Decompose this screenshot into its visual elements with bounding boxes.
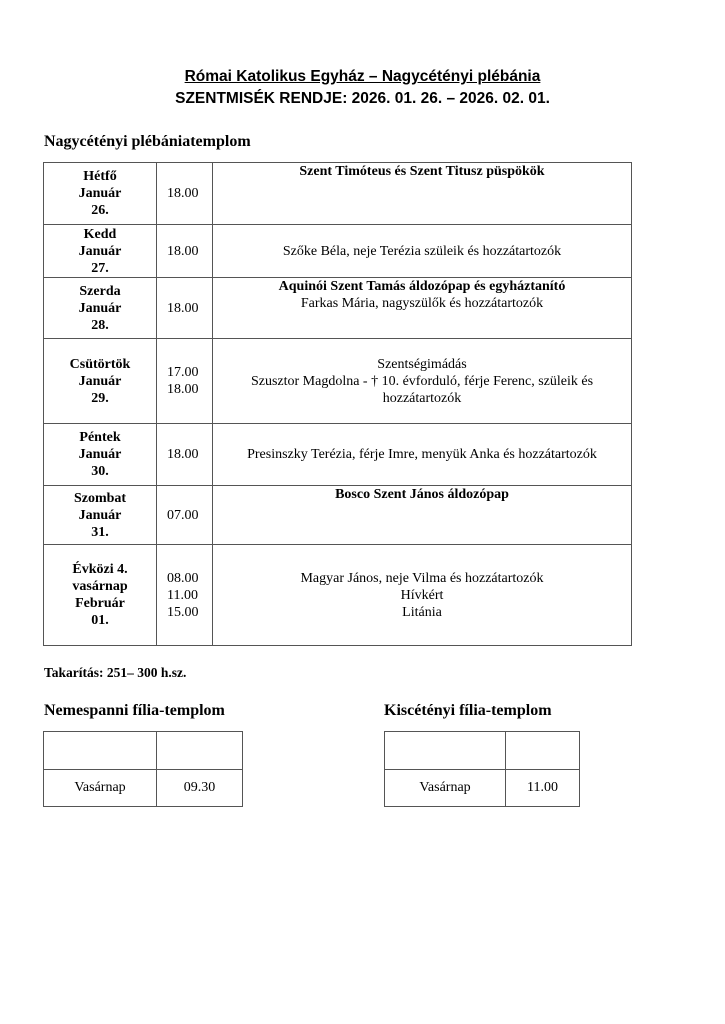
time-cell [157,225,213,278]
day-cell [44,424,157,486]
filia-title-nemespanni: Nemespanni fília-templom [44,702,225,719]
day-text: 29. [91,390,109,406]
day-text: Csütörtök [69,356,131,372]
mass-intention: Szusztor Magdolna - † 10. évforduló, férje Ferenc, szüleik és hozzátartozók [250,373,594,406]
day-text: Évközi 4. [72,562,128,577]
day-cell [44,486,157,545]
mass-intention: Litánia [402,604,442,620]
day-text: vasárnap [72,579,128,594]
day-text: 28. [91,317,109,333]
time-cell [157,545,213,646]
day-text: Január [78,373,122,389]
empty-cell [506,732,580,770]
day-cell [44,278,157,339]
filia-table-kiscetenyi [384,731,580,807]
page-header [0,66,725,110]
intention-cell [213,545,632,646]
filia-table-nemespanni [43,731,243,807]
cleaning-note: Takarítás: 251– 300 h.sz. [44,665,187,680]
day-text: Szerda [79,283,121,299]
day-text: Szombat [73,490,127,506]
mass-time: 18.00 [167,447,199,462]
time-cell [157,424,213,486]
main-church-title: Nagycétényi plébániatemplom [44,133,251,150]
schedule-title: SZENTMISÉK RENDJE: 2026. 01. 26. – 2026. 02. 01. [175,90,550,107]
mass-time: 18.00 [167,300,199,316]
feast-name: Aquinói Szent Tamás áldozópap és egyháztanító [278,279,566,294]
day-text: Január [78,447,122,462]
mass-time: 11.00 [167,587,198,603]
day-text: Január [78,300,122,316]
day-text: Kedd [83,226,117,242]
day-text: 01. [91,613,109,628]
mass-schedule-table [43,162,632,646]
day-text: 26. [91,203,109,218]
day-text: Január [78,243,122,259]
mass-intention: Szentségimádás [377,356,467,372]
day-text: 30. [91,464,109,479]
day-text: Február [75,596,125,611]
time-cell [157,278,213,339]
mass-time: 18.00 [167,243,199,259]
schedule-row [44,545,632,646]
empty-cell [44,732,157,770]
schedule-row [44,225,632,278]
intention-cell [213,225,632,278]
intention-cell [213,424,632,486]
mass-time: 18.00 [167,382,199,397]
time-cell [157,486,213,545]
mass-time: 07.00 [167,507,199,523]
mass-intention: Hívkért [400,587,444,603]
filia-title-kiscetenyi: Kiscétényi fília-templom [384,702,552,719]
day-text: Péntek [79,430,121,445]
schedule-row [44,424,632,486]
day-cell [44,339,157,424]
feast-name: Bosco Szent János áldozópap [335,487,509,502]
schedule-row [44,163,632,225]
day-cell [44,545,157,646]
empty-cell [385,732,506,770]
mass-time: 17.00 [167,365,199,380]
filia-time: 11.00 [506,770,580,807]
intention-cell [213,163,632,225]
mass-intention: Szőke Béla, neje Terézia szüleik és hozzátartozók [282,243,562,259]
intention-cell [213,339,632,424]
day-cell [44,225,157,278]
filia-day: Vasárnap [385,770,506,807]
schedule-row [44,278,632,339]
time-cell [157,339,213,424]
schedule-row [44,339,632,424]
mass-time: 18.00 [167,186,199,201]
mass-time: 08.00 [167,570,199,586]
parish-title: Római Katolikus Egyház – Nagycétényi plébánia [184,68,541,85]
mass-intention: Magyar János, neje Vilma és hozzátartozók [300,570,544,586]
day-text: Hétfő [83,169,117,184]
intention-cell [213,486,632,545]
day-text: Január [78,507,122,523]
filia-day: Vasárnap [44,770,157,807]
day-text: 31. [91,524,109,540]
filia-time: 09.30 [157,770,243,807]
mass-intention: Presinszky Terézia, férje Imre, menyük Anka és hozzátartozók [247,447,597,462]
empty-cell [157,732,243,770]
schedule-row [44,486,632,545]
intention-cell [213,278,632,339]
feast-name: Szent Timóteus és Szent Titusz püspökök [299,164,545,179]
mass-intention: Farkas Mária, nagyszülők és hozzátartozók [300,296,544,311]
time-cell [157,163,213,225]
day-cell [44,163,157,225]
day-text: 27. [91,260,109,276]
mass-time: 15.00 [167,604,199,620]
day-text: Január [78,186,122,201]
